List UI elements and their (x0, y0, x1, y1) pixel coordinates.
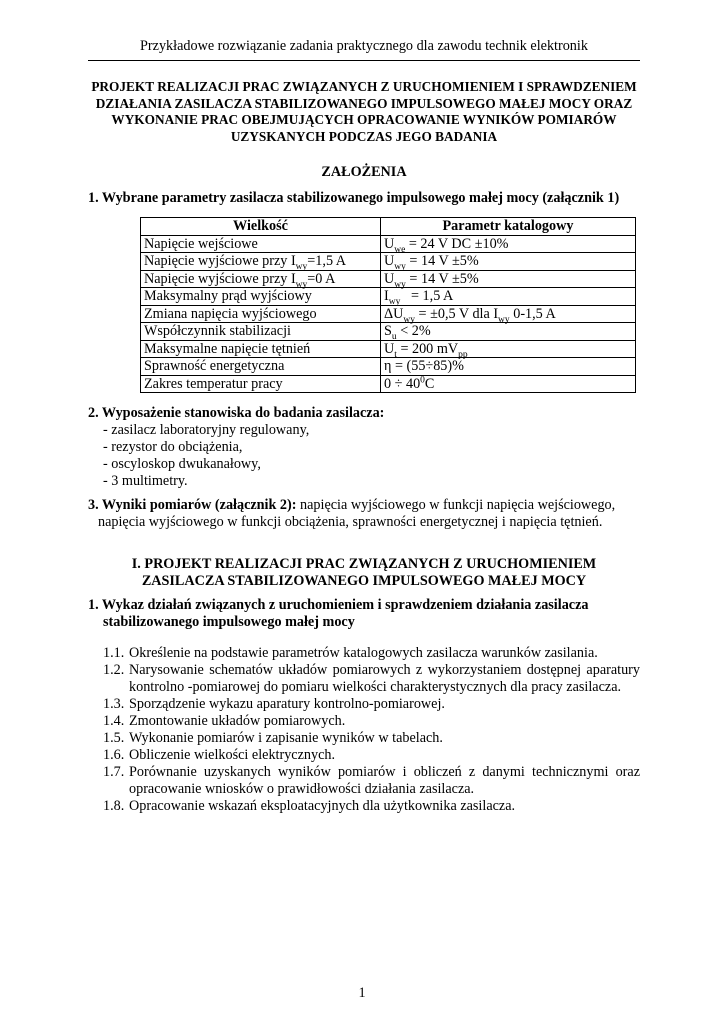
list-item: 1.6. Obliczenie wielkości elektrycznych. (103, 747, 336, 763)
param-name: Napięcie wyjściowe przy $I_{wy}=1,5$ A (141, 253, 381, 271)
param-name: Zmiana napięcia wyjściowego (141, 305, 381, 323)
section-1-heading: 1. Wybrane parametry zasilacza stabilizowanego impulsowego małej mocy (załącznik 1) (88, 190, 620, 206)
part-1-section-heading: 1. Wykaz działań związanych z uruchomieniem i sprawdzeniem działania zasilacza stabilizowanego impulsowego małej mocy (88, 597, 589, 630)
table-row (141, 235, 636, 253)
table-row (141, 323, 636, 341)
list-item: 1.8. Opracowanie wskazań eksploatacyjnych dla użytkownika zasilacza. (103, 798, 516, 814)
param-name: Sprawność energetyczna (141, 358, 381, 376)
steps-list (103, 645, 640, 815)
list-item: 1.5. Wykonanie pomiarów i zapisanie wyników w tabelach. (103, 730, 443, 746)
list-item: 1.7. Porównanie uzyskanych wyników pomiarów i obliczeń z danymi technicznymi oraz opracowanie wniosków o prawidłowości działania zasilacza. (103, 764, 640, 797)
param-value: $U_{we} = 24$ V DC ±10% (381, 235, 636, 253)
column-header: Wielkość (141, 218, 381, 236)
table-row (141, 358, 636, 376)
section-2-heading: 2. Wyposażenie stanowiska do badania zasilacza: (88, 405, 385, 421)
list-item: - 3 multimetry. (103, 473, 188, 489)
page-number: 1 (358, 985, 366, 1001)
list-item: 1.2. Narysowanie schematów układów pomiarowych z wykorzystaniem dostępnej aparatury kontrolno -pomiarowej do pomiaru wielkości charakterystycznych dla pracy zasilacza. (103, 662, 640, 695)
document-title (88, 79, 640, 145)
table-row (141, 253, 636, 271)
param-value: η = (55÷85)% (381, 358, 636, 376)
header-rule (88, 60, 640, 61)
table-row (141, 270, 636, 288)
section-3-paragraph (88, 497, 640, 531)
assumptions-heading: ZAŁOŻENIA (321, 164, 407, 180)
section-3-text: napięcia wyjściowego w funkcji obciążenia, sprawności energetycznej i napięcia tętnień. (98, 514, 603, 530)
table-header-row (141, 218, 636, 236)
part-1-heading: I. PROJEKT REALIZACJI PRAC ZWIĄZANYCH Z URUCHOMIENIEM ZASILACZA STABILIZOWANEGO IMPULSOWEGO MAŁEJ MOCY (131, 556, 597, 589)
param-value: $0 \div 40^0C$ (381, 375, 636, 393)
parameters-table (140, 217, 636, 393)
list-item: 1.4. Zmontowanie układów pomiarowych. (103, 713, 346, 729)
section-3-text: napięcia wyjściowego w funkcji napięcia wejściowego, (296, 497, 616, 513)
list-item: - rezystor do obciążenia, (103, 439, 243, 455)
param-value: $U_{wy} = 14$ V ±5% (381, 253, 636, 271)
list-item: 1.3. Sporządzenie wykazu aparatury kontrolno-pomiarowej. (103, 696, 445, 712)
table-row (141, 305, 636, 323)
list-item: 1.1. Określenie na podstawie parametrów katalogowych zasilacza warunków zasilania. (103, 645, 598, 661)
param-value: $\Delta U_{wy} = \pm 0,5$ V dla $I_{wy}$ 0-1,5 A (381, 305, 636, 323)
column-header: Parametr katalogowy (381, 218, 636, 236)
table-row (141, 375, 636, 393)
param-name: Napięcie wejściowe (141, 235, 381, 253)
equipment-list (103, 422, 309, 490)
param-value: $U_{wy} = 14$ V ±5% (381, 270, 636, 288)
list-item: - oscyloskop dwukanałowy, (103, 456, 261, 472)
param-value: $S_u < 2\%$ (381, 323, 636, 341)
param-name: Współczynnik stabilizacji (141, 323, 381, 341)
param-name: Maksymalny prąd wyjściowy (141, 288, 381, 306)
param-name: Maksymalne napięcie tętnień (141, 340, 381, 358)
title-line: PROJEKT REALIZACJI PRAC ZWIĄZANYCH Z URUCHOMIENIEM I SPRAWDZENIEM (91, 79, 637, 94)
page-header: Przykładowe rozwiązanie zadania praktycznego dla zawodu technik elektronik (140, 38, 588, 54)
title-line: UZYSKANYCH PODCZAS JEGO BADANIA (230, 128, 498, 144)
param-value: $U_t = 200$ $mV_{pp}$ (381, 340, 636, 358)
title-line: DZIAŁANIA ZASILACZA STABILIZOWANEGO IMPULSOWEGO MAŁEJ MOCY ORAZ (95, 95, 633, 111)
param-name: Napięcie wyjściowe przy $I_{wy}=0$ A (141, 270, 381, 288)
list-item: - zasilacz laboratoryjny regulowany, (103, 422, 310, 438)
section-3-heading: 3. Wyniki pomiarów (załącznik 2): (88, 497, 297, 513)
title-line: WYKONANIE PRAC OBEJMUJĄCYCH OPRACOWANIE WYNIKÓW POMIARÓW (111, 112, 617, 127)
table-row (141, 288, 636, 306)
param-name: Zakres temperatur pracy (141, 375, 381, 393)
param-value: $I_{wy} = 1,5$ A (381, 288, 636, 306)
table-row (141, 340, 636, 358)
